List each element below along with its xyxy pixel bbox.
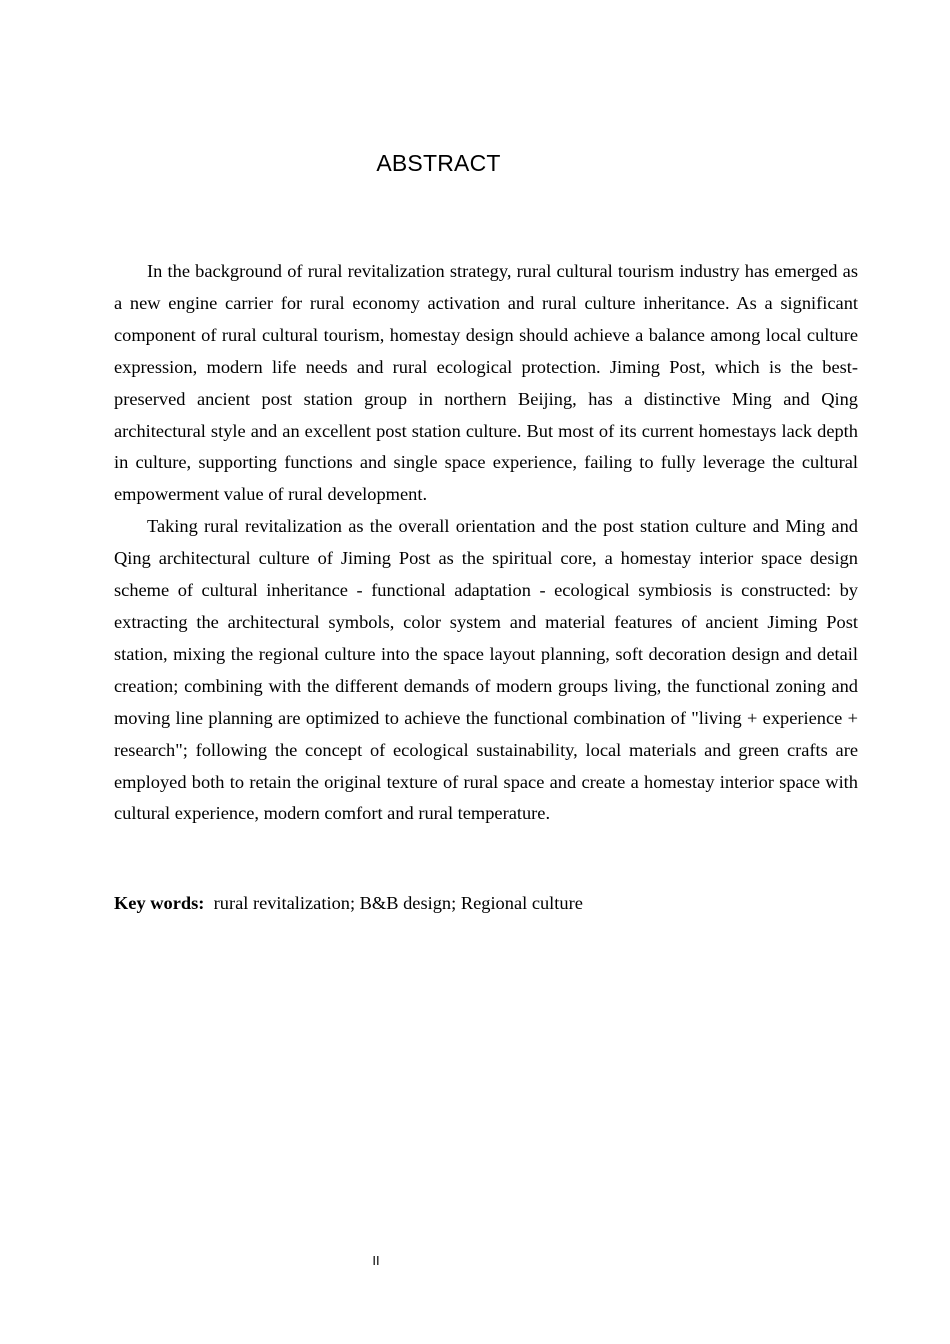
abstract-title: ABSTRACT [376, 150, 501, 176]
abstract-paragraph-1: In the background of rural revitalization strategy, rural cultural tourism industry has emerged as a new engine carrier for rural economy activation and rural culture inheritance. As a significant component of rural cultural tourism, homestay design should achieve a balance among local culture expression, modern life needs and rural ecological protection. Jiming Post, which is the best-preserved ancient post station group in northern Beijing, has a distinctive Ming and Qing architectural style and an excellent post station culture. But most of its current homestays lack depth in culture, supporting functions and single space experience, failing to fully leverage the cultural empowerment value of rural development. [114, 261, 858, 505]
abstract-body [114, 256, 858, 830]
abstract-paragraph-2: Taking rural revitalization as the overall orientation and the post station culture and Ming and Qing architectural culture of Jiming Post as the spiritual core, a homestay interior space design scheme of cultural inheritance - functional adaptation - ecological symbiosis is constructed: by extracting the architectural symbols, color system and material features of ancient Jiming Post station, mixing the regional culture into the space layout planning, soft decoration design and detail creation; combining with the different demands of modern groups living, the functional zoning and moving line planning are optimized to achieve the functional combination of "living + experience + research"; following the concept of ecological sustainability, local materials and green crafts are employed both to retain the original texture of rural space and create a homestay interior space with cultural experience, modern comfort and rural temperature. [114, 516, 858, 824]
keywords-text: rural revitalization; B&B design; Regional culture [213, 893, 583, 913]
keywords-line [114, 889, 858, 917]
keywords-label: Key words: [114, 893, 205, 913]
page-number: II [372, 1253, 380, 1268]
